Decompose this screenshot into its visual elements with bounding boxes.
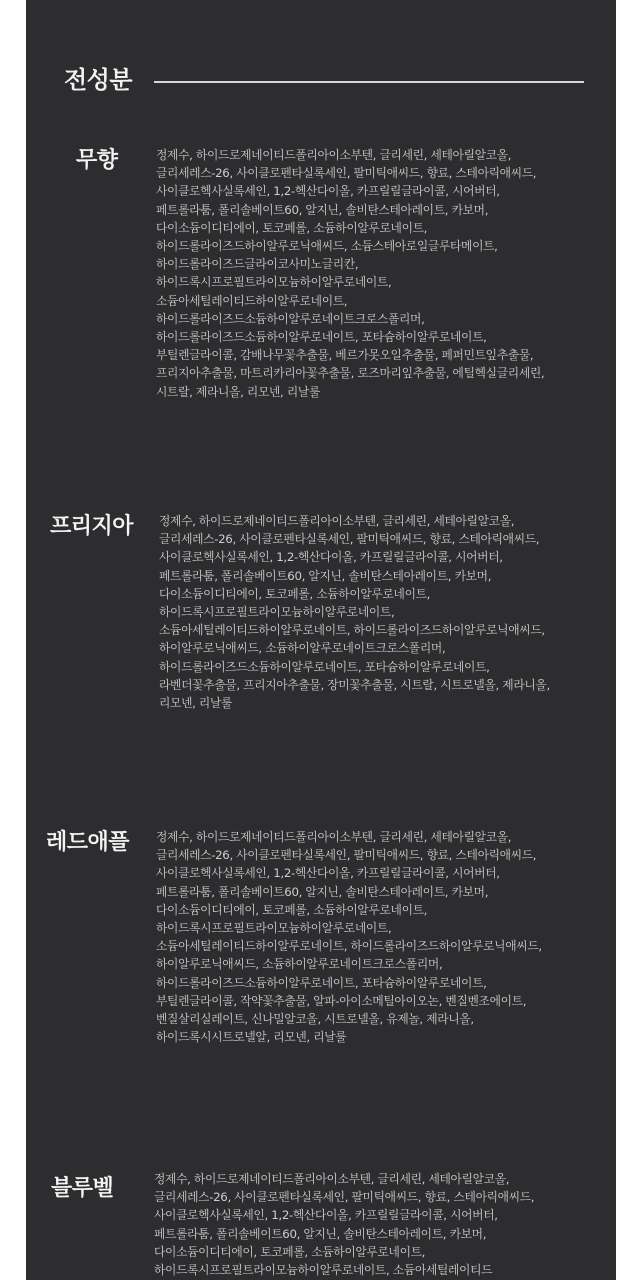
- ingredient-list: 정제수, 하이드로제네이티드폴리아이소부텐, 글리세린, 세테아릴알코올, 글리세레스-26, 사이클로펜타실록세인, 팔미틱애씨드, 향료, 스테아릭애씨드, 사이클로헥사실록세인, 1,2-헥산다이올, 카프릴릴글라이콜, 시어버터, 페트롤라툼, 폴리솔베이트60, 알지닌, 솔비탄스테아레이트, 카보머, 다이소듐이디티에이, 토코페롤, 소듐하이알루로네이트, 하이드록시프로필트라이모늄하이알루로네이트, 소듐아세틸레이티드하이알루로네이트, 하이드롤라이즈드하이알루로닉애씨드, 하이알루로닉애씨드, 소듐하이알루로네이트크로스폴리머, 하이드롤라이즈드소듐하이알루로네이트, 포타슘하이알루로네이트, 라벤더꽃추출물, 프리지아추출물, 장미꽃추출물, 시트랄, 시트로넬올, 제라니올, 리모넨, 리날룰: [159, 514, 550, 711]
- section-divider-line: [154, 81, 584, 83]
- scent-name: 무향: [76, 148, 118, 173]
- scent-block-bluebell: [26, 1170, 616, 1280]
- section-header: [64, 64, 546, 100]
- scent-name: 레드애플: [46, 830, 130, 855]
- ingredient-list: 정제수, 하이드로제네이티드폴리아이소부텐, 글리세린, 세테아릴알코올, 글리세레스-26, 사이클로펜타실록세인, 팔미틱애씨드, 향료, 스테아릭애씨드, 사이클로헥사실록세인, 1,2-헥산다이올, 카프릴릴글라이콜, 시어버터, 페트롤라툼, 폴리솔베이트60, 알지닌, 솔비탄스테아레이트, 카보머, 다이소듐이디티에이, 토코페롤, 소듐하이알루로네이트, 하이드록시프로필트라이모늄하이알루로네이트, 소듐아세틸레이티드하이알루로네이트, 하이드롤라이즈드하이알루로닉애씨드, 하이알루로닉애씨드, 소듐하이알루로네이트크로스폴리머, 하이드롤라이즈드소듐하이알루로네이트, 포타슘하이알루로네이트, 부틸렌글라이콜, 작약꽃추출물, 알파-아이소메틸아이오논, 벤질벤조에이트, 벤질살리실레이트, 신나밀알코올, 시트로넬올, 유제놀, 제라니올, 하이드록시시트로넬알, 리모넨, 리날룰: [156, 830, 542, 1045]
- ingredient-list: 정제수, 하이드로제네이티드폴리아이소부텐, 글리세린, 세테아릴알코올, 글리세레스-26, 사이클로펜타실록세인, 팔미틱애씨드, 향료, 스테아릭애씨드, 사이클로헥사실록세인, 1,2-헥산다이올, 카프릴릴글라이콜, 시어버터, 페트롤라툼, 폴리솔베이트60, 알지닌, 솔비탄스테아레이트, 카보머, 다이소듐이디티에이, 토코페롤, 소듐하이알루로네이트, 하이드록시프로필트라이모늄하이알루로네이트, 소듐아세틸레이티드: [154, 1172, 535, 1278]
- scent-block-unscented: [26, 146, 616, 399]
- scent-block-red-apple: [26, 828, 616, 1058]
- scent-block-freesia: [26, 512, 616, 722]
- scent-name: 프리지아: [50, 514, 134, 539]
- ingredients-panel: [26, 0, 616, 1280]
- ingredient-list: 정제수, 하이드로제네이티드폴리아이소부텐, 글리세린, 세테아릴알코올, 글리세레스-26, 사이클로펜타실록세인, 팔미틱애씨드, 향료, 스테아릭애씨드, 사이클로헥사실록세인, 1,2-헥산다이올, 카프릴릴글라이콜, 시어버터, 페트롤라툼, 폴리솔베이트60, 알지닌, 솔비탄스테아레이트, 카보머, 다이소듐이디티에이, 토코페롤, 소듐하이알루로네이트, 하이드롤라이즈드하이알루로닉애씨드, 소듐스테아로일글루타메이트, 하이드롤라이즈드글라이코사미노글리칸, 하이드록시프로필트라이모늄하이알루로네이트, 소듐아세틸레이티드하이알루로네이트, 하이드롤라이즈드소듐하이알루로네이트크로스폴리머, 하이드롤라이즈드소듐하이알루로네이트, 포타슘하이알루로네이트, 부틸렌글라이콜, 감배나무꽃추출물, 베르가못오일추출물, 페퍼민트잎추출물, 프리지아추출물, 마트리카리아꽃추출물, 로즈마리잎추출물, 에틸헥실글리세린, 시트랄, 제라니올, 리모넨, 리날룰: [156, 148, 545, 399]
- scent-name: 블루벨: [51, 1176, 114, 1201]
- section-title: 전성분: [64, 66, 133, 94]
